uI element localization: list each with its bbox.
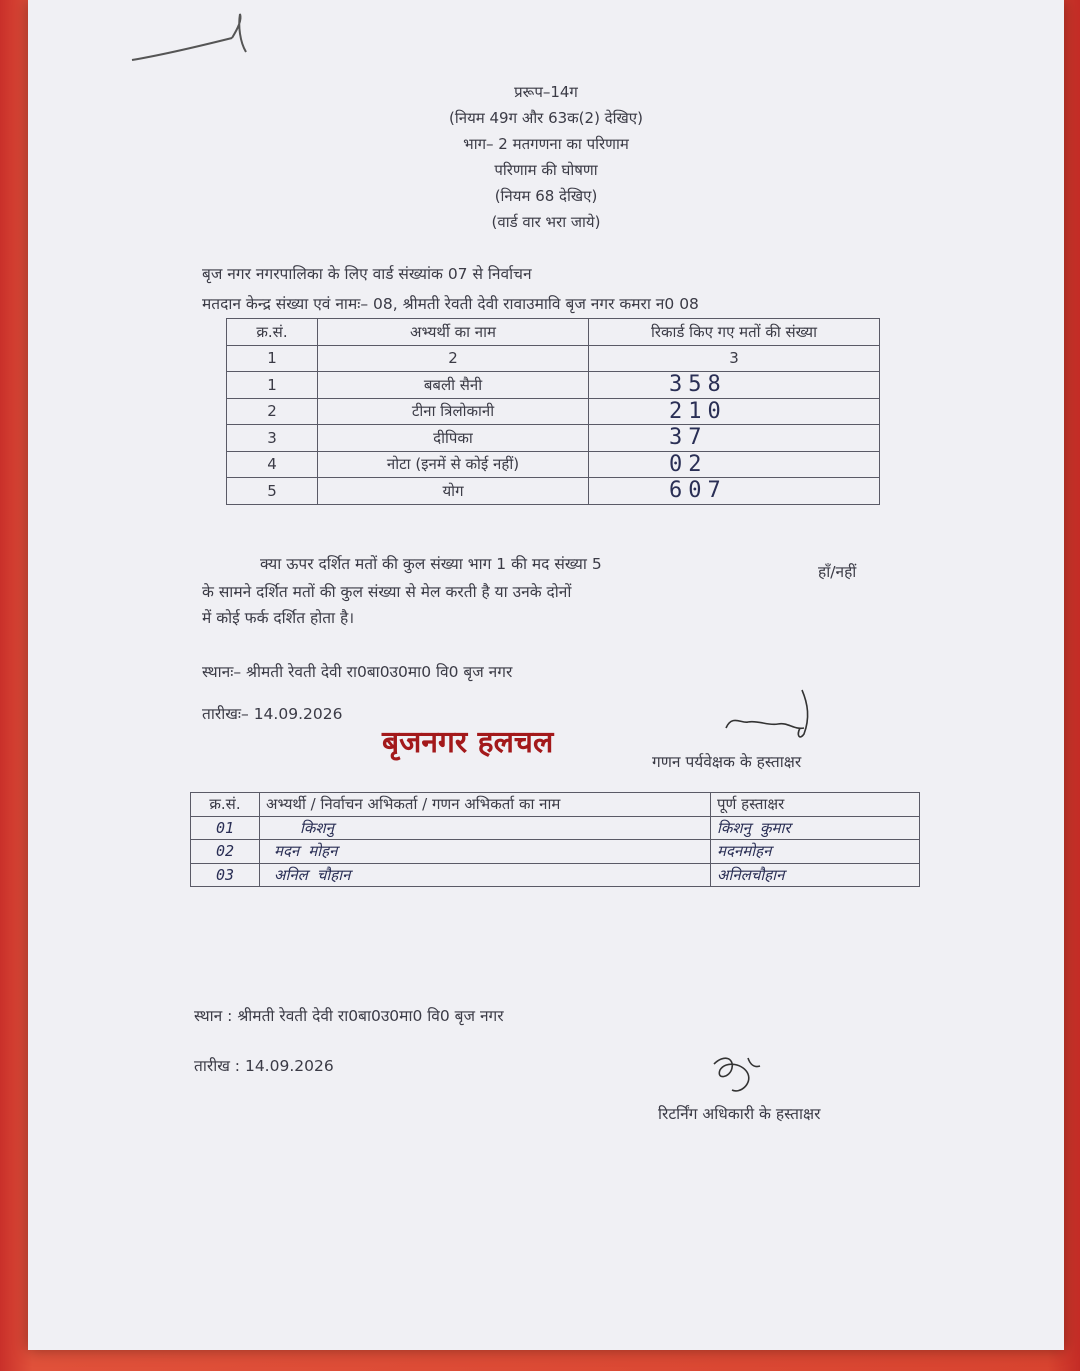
- form-part: भाग– 2 मतगणना का परिणाम: [463, 135, 629, 153]
- col-name-header: अभ्यर्थी का नाम: [318, 319, 589, 346]
- agents-header-row: [191, 793, 920, 817]
- table-row: [227, 398, 880, 425]
- table-row: [191, 863, 920, 887]
- total-label: योग: [318, 478, 589, 505]
- results-table: [226, 318, 880, 505]
- col-number: 1: [227, 345, 318, 372]
- candidate-name: बबली सैनी: [318, 372, 589, 399]
- form-declaration: परिणाम की घोषणा: [494, 161, 598, 179]
- table-row: [191, 816, 920, 840]
- question-line-2: के सामने दर्शित मतों की कुल संख्या से मेल करती है या उनके दोनों: [202, 583, 572, 601]
- agent-name: अनिल चौहान: [260, 863, 711, 887]
- row-sno: 3: [227, 425, 318, 452]
- vote-count: 358: [589, 372, 880, 399]
- row-sno: 1: [227, 372, 318, 399]
- form-rule-68: (नियम 68 देखिए): [494, 187, 598, 205]
- col-sno-header: क्र.सं.: [191, 793, 260, 817]
- agent-sno: 02: [191, 840, 260, 864]
- agent-name: मदन मोहन: [260, 840, 711, 864]
- election-line: बृज नगर नगरपालिका के लिए वार्ड संख्यांक 07 से निर्वाचन: [202, 265, 532, 283]
- table-row: [191, 840, 920, 864]
- form-rules: (नियम 49ग और 63क(2) देखिए): [449, 109, 643, 127]
- table-row-total: [227, 478, 880, 505]
- form-number: प्ररूप–14ग: [514, 83, 578, 101]
- col-votes-header: रिकार्ड किए गए मतों की संख्या: [589, 319, 880, 346]
- table-row: [227, 451, 880, 478]
- agents-table: [190, 792, 920, 887]
- answer-yes-no: हाँ/नहीं: [818, 563, 857, 581]
- agent-signature: अनिलचौहान: [711, 863, 920, 887]
- col-sign-header: पूर्ण हस्ताक्षर: [711, 793, 920, 817]
- agent-sno: 03: [191, 863, 260, 887]
- place-line-2: स्थान : श्रीमती रेवती देवी रा0बा0उ0मा0 वि0 बृज नगर: [194, 1007, 504, 1025]
- document-page: [28, 0, 1064, 1350]
- col-sno-header: क्र.सं.: [227, 319, 318, 346]
- results-header-row: [227, 319, 880, 346]
- vote-count: 210: [589, 398, 880, 425]
- candidate-name: दीपिका: [318, 425, 589, 452]
- row-sno: 2: [227, 398, 318, 425]
- question-line-1: क्या ऊपर दर्शित मतों की कुल संख्या भाग 1 की मद संख्या 5: [260, 555, 602, 573]
- supervisor-sign-label: गणन पर्यवेक्षक के हस्ताक्षर: [652, 753, 802, 771]
- date-line-2: तारीख : 14.09.2026: [194, 1057, 334, 1075]
- booth-line: मतदान केन्द्र संख्या एवं नामः– 08, श्रीमती रेवती देवी रावाउमावि बृज नगर कमरा न0 08: [202, 295, 699, 313]
- agent-signature: किशनु कुमार: [711, 816, 920, 840]
- question-line-3: में कोई फर्क दर्शित होता है।: [202, 609, 355, 627]
- col-number: 2: [318, 345, 589, 372]
- vote-count: 02: [589, 451, 880, 478]
- results-colnum-row: [227, 345, 880, 372]
- total-votes: 607: [589, 478, 880, 505]
- form-wardwise: (वार्ड वार भरा जाये): [491, 213, 601, 231]
- date-line-1: तारीखः– 14.09.2026: [202, 705, 343, 723]
- watermark: बृजनगर हलचल: [382, 725, 554, 760]
- table-row: [227, 372, 880, 399]
- row-sno: 5: [227, 478, 318, 505]
- col-agent-name-header: अभ्यर्थी / निर्वाचन अभिकर्ता / गणन अभिकर्ता का नाम: [260, 793, 711, 817]
- agent-signature: मदनमोहन: [711, 840, 920, 864]
- candidate-name: नोटा (इनमें से कोई नहीं): [318, 451, 589, 478]
- candidate-name: टीना त्रिलोकानी: [318, 398, 589, 425]
- returning-sign-label: रिटर्निंग अधिकारी के हस्ताक्षर: [658, 1105, 821, 1123]
- supervisor-signature: [718, 684, 848, 744]
- place-line-1: स्थानः– श्रीमती रेवती देवी रा0बा0उ0मा0 वि0 बृज नगर: [202, 663, 513, 681]
- agent-name: किशनु: [260, 816, 711, 840]
- agent-sno: 01: [191, 816, 260, 840]
- col-number: 3: [589, 345, 880, 372]
- returning-officer-signature: [704, 1050, 784, 1102]
- table-row: [227, 425, 880, 452]
- row-sno: 4: [227, 451, 318, 478]
- pen-scribble-icon: [128, 8, 258, 68]
- vote-count: 37: [589, 425, 880, 452]
